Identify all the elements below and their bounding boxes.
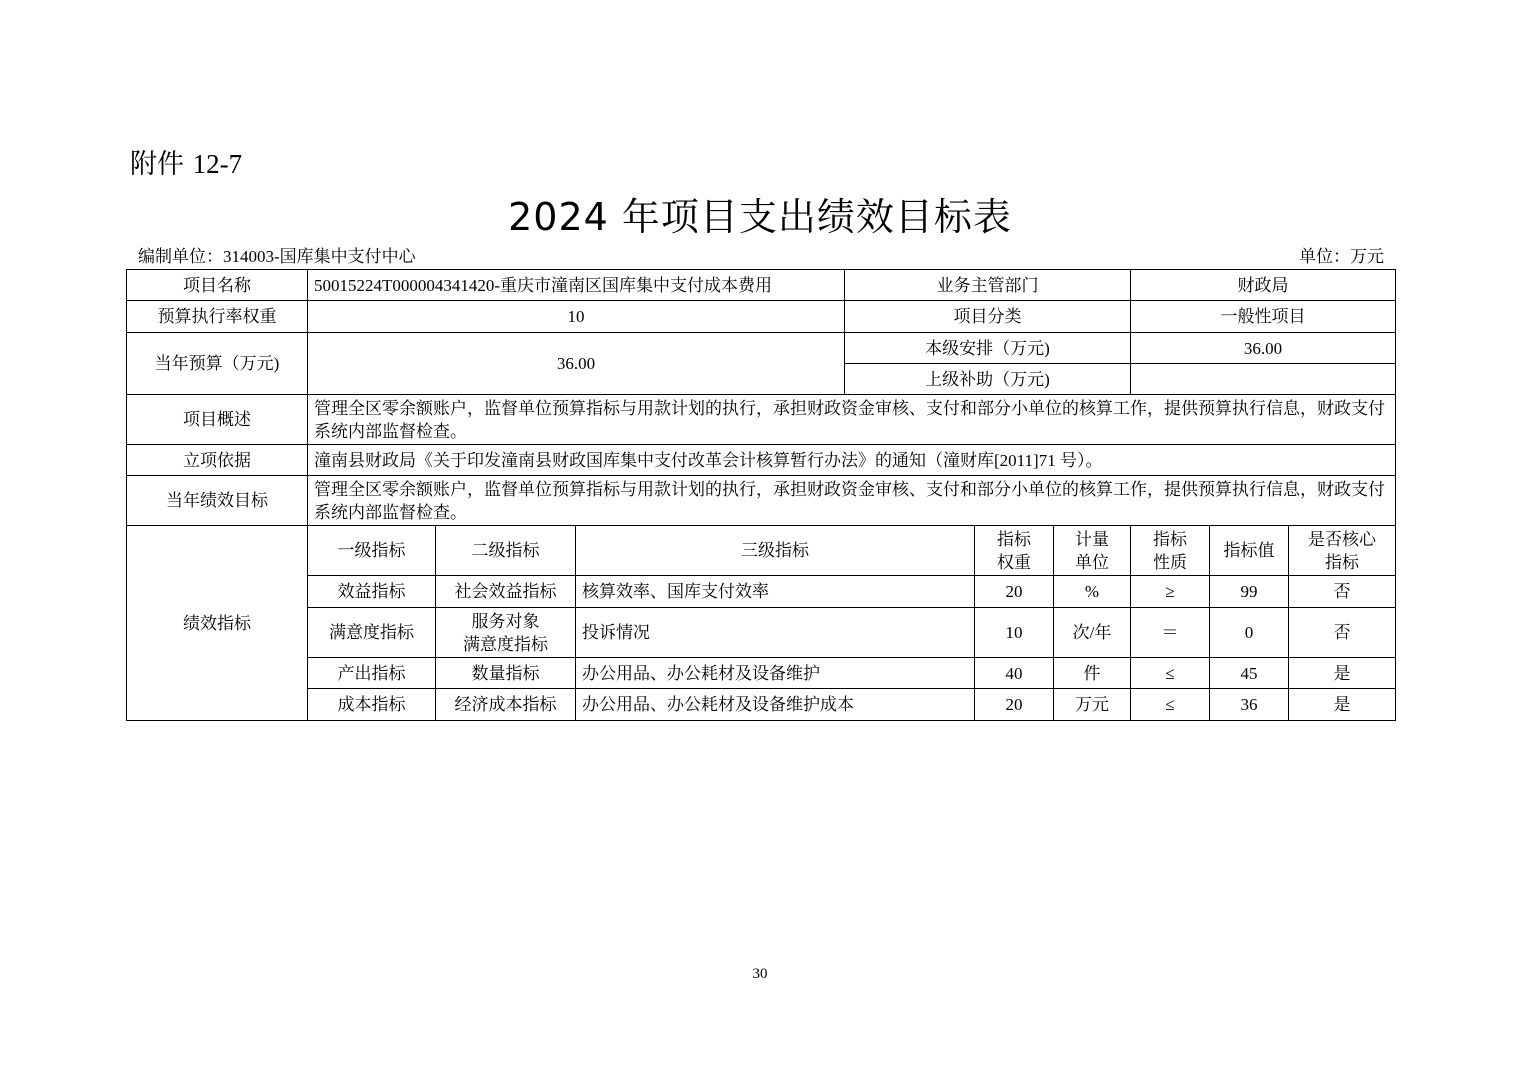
header-level3: 三级指标 [576,526,975,576]
level2: 数量指标 [436,658,576,689]
overview-label: 项目概述 [127,395,308,445]
page-title: 2024 年项目支出绩效目标表 [508,195,1012,239]
header-weight: 指标 权重 [975,526,1054,576]
value: 99 [1210,576,1289,608]
category-value: 一般性项目 [1131,301,1396,333]
indicators-label: 绩效指标 [127,526,308,721]
level3: 投诉情况 [576,608,975,658]
indicator-header-row [127,526,1396,576]
project-name-value: 50015224T000004341420-重庆市潼南区国库集中支付成本费用 [308,270,845,301]
header-core: 是否核心 指标 [1289,526,1396,576]
level3: 办公用品、办公耗材及设备维护成本 [576,689,975,721]
weight-label: 预算执行率权重 [127,301,308,333]
basis-label: 立项依据 [127,445,308,476]
weight: 40 [975,658,1054,689]
indicator-row [127,608,1396,658]
level3: 办公用品、办公耗材及设备维护 [576,658,975,689]
weight: 10 [975,608,1054,658]
unit: 件 [1054,658,1131,689]
nature: ≤ [1131,658,1210,689]
core: 否 [1289,608,1396,658]
table-row [127,445,1396,476]
project-name-label: 项目名称 [127,270,308,301]
dept-label: 业务主管部门 [845,270,1131,301]
compiling-unit: 编制单位：314003-国库集中支付中心 [138,247,416,266]
value: 0 [1210,608,1289,658]
level1: 满意度指标 [308,608,436,658]
nature: ＝ [1131,608,1210,658]
indicator-row [127,576,1396,608]
currency-unit: 单位：万元 [1299,247,1384,266]
indicator-row [127,689,1396,721]
table-row [127,270,1396,301]
budget-value: 36.00 [308,333,845,395]
indicator-row [127,658,1396,689]
level2: 经济成本指标 [436,689,576,721]
header-unit: 计量 单位 [1054,526,1131,576]
table-row [127,333,1396,364]
unit: % [1054,576,1131,608]
core: 是 [1289,689,1396,721]
dept-value: 财政局 [1131,270,1396,301]
unit: 万元 [1054,689,1131,721]
header-level1: 一级指标 [308,526,436,576]
core: 是 [1289,658,1396,689]
level1: 效益指标 [308,576,436,608]
budget-label: 当年预算（万元) [127,333,308,395]
category-label: 项目分类 [845,301,1131,333]
goal-label: 当年绩效目标 [127,476,308,526]
value: 36 [1210,689,1289,721]
header-level2: 二级指标 [436,526,576,576]
basis-value: 潼南县财政局《关于印发潼南县财政国库集中支付改革会计核算暂行办法》的通知（潼财库[2011]71 号）。 [308,445,1396,476]
nature: ≥ [1131,576,1210,608]
overview-value: 管理全区零余额账户，监督单位预算指标与用款计划的执行，承担财政资金审核、支付和部分小单位的核算工作，提供预算执行信息，财政支付系统内部监督检查。 [308,395,1396,445]
nature: ≤ [1131,689,1210,721]
level2: 服务对象 满意度指标 [436,608,576,658]
table-row [127,301,1396,333]
header-nature: 指标 性质 [1131,526,1210,576]
level1: 产出指标 [308,658,436,689]
weight-value: 10 [308,301,845,333]
subsidy-value [1131,364,1396,395]
weight: 20 [975,689,1054,721]
level1: 成本指标 [308,689,436,721]
local-label: 本级安排（万元) [845,333,1131,364]
attachment-label: 附件 12-7 [130,149,243,180]
page-number: 30 [752,966,768,982]
performance-target-table [126,269,1396,721]
level3: 核算效率、国库支付效率 [576,576,975,608]
header-value: 指标值 [1210,526,1289,576]
table-row [127,395,1396,445]
level2: 社会效益指标 [436,576,576,608]
unit: 次/年 [1054,608,1131,658]
value: 45 [1210,658,1289,689]
goal-value: 管理全区零余额账户，监督单位预算指标与用款计划的执行，承担财政资金审核、支付和部分小单位的核算工作，提供预算执行信息，财政支付系统内部监督检查。 [308,476,1396,526]
table-row [127,476,1396,526]
core: 否 [1289,576,1396,608]
subsidy-label: 上级补助（万元) [845,364,1131,395]
weight: 20 [975,576,1054,608]
local-value: 36.00 [1131,333,1396,364]
